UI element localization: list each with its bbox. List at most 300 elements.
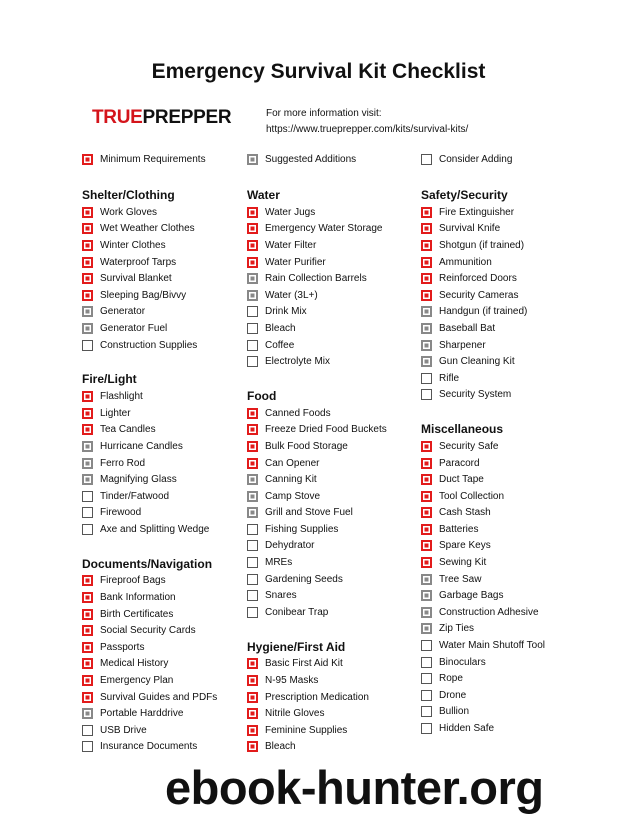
checklist-item-label: Reinforced Doors (439, 273, 517, 285)
checklist-item-label: Tool Collection (439, 490, 505, 502)
checklist-item[interactable] (247, 521, 437, 538)
checkbox-minimum[interactable] (82, 290, 93, 301)
checkbox-minimum[interactable] (82, 675, 93, 686)
checklist-item-label: Shotgun (if trained) (439, 239, 525, 251)
checklist-item-label: Spare Keys (439, 540, 491, 552)
checklist-item[interactable] (82, 221, 272, 238)
checklist-item[interactable] (247, 538, 437, 555)
legend-suggested (247, 154, 356, 165)
checklist-item-label: Nitrile Gloves (265, 708, 325, 720)
checkbox-consider[interactable] (247, 306, 258, 317)
checkbox-minimum[interactable] (82, 257, 93, 268)
checklist-item[interactable] (247, 471, 437, 488)
section-gap (247, 621, 437, 639)
legend-minimum-label: Minimum Requirements (100, 154, 206, 165)
checkbox-minimum[interactable] (82, 223, 93, 234)
checklist-item[interactable] (247, 455, 437, 472)
checklist-item[interactable] (421, 505, 611, 522)
checklist-item[interactable] (421, 720, 611, 737)
checklist-item-label: Basic First Aid Kit (265, 658, 343, 670)
checklist-item[interactable] (247, 689, 437, 706)
checkbox-minimum[interactable] (421, 441, 432, 452)
trueprepper-logo[interactable] (92, 107, 231, 129)
checkbox-minimum[interactable] (247, 692, 258, 703)
checklist-item-label: Medical History (100, 658, 169, 670)
checklist-item-label: Prescription Medication (265, 691, 369, 703)
checkbox-suggested[interactable] (421, 340, 432, 351)
checklist-item[interactable] (247, 554, 437, 571)
checkbox-minimum[interactable] (82, 642, 93, 653)
checklist-item[interactable] (82, 505, 272, 522)
checklist-item[interactable] (82, 337, 272, 354)
checkbox-consider[interactable] (247, 540, 258, 551)
checklist-item-label: Binoculars (439, 656, 486, 668)
checkbox-suggested[interactable] (421, 356, 432, 367)
section-title: Shelter/Clothing (82, 188, 175, 202)
checkbox-minimum[interactable] (421, 524, 432, 535)
checklist-item[interactable] (247, 571, 437, 588)
checklist-item[interactable] (421, 221, 611, 238)
checkbox-minimum[interactable] (82, 692, 93, 703)
checklist-item[interactable] (421, 604, 611, 621)
checklist-item[interactable] (421, 387, 611, 404)
checklist-item-label: Security Safe (439, 440, 499, 452)
checklist-item-label: Gardening Seeds (265, 573, 343, 585)
section-safety-security (421, 187, 611, 403)
checklist-item-label: Tea Candles (100, 424, 156, 436)
checkbox-minimum[interactable] (82, 609, 93, 620)
legend-minimum (82, 154, 206, 165)
checklist-item-label: Baseball Bat (439, 322, 496, 334)
checkbox-consider[interactable] (247, 323, 258, 334)
checklist-item-label: Water (3L+) (265, 289, 318, 301)
section-gap (82, 353, 272, 371)
checklist-item-label: Passports (100, 641, 145, 653)
checkbox-consider[interactable] (421, 657, 432, 668)
checkbox-suggested[interactable] (82, 708, 93, 719)
checklist-item[interactable] (82, 471, 272, 488)
checklist-item[interactable] (421, 353, 611, 370)
checklist-item[interactable] (421, 587, 611, 604)
checklist-column-2 (247, 187, 437, 755)
checklist-item[interactable] (247, 739, 437, 756)
checklist-item-label: Hurricane Candles (100, 440, 183, 452)
checklist-item-label: Insurance Documents (100, 741, 198, 753)
checklist-item-label: Ammunition (439, 256, 492, 268)
checklist-item-label: Flashlight (100, 391, 143, 403)
checklist-item-label: Can Opener (265, 457, 320, 469)
checklist-item[interactable] (421, 455, 611, 472)
checklist-item[interactable] (82, 722, 272, 739)
checklist-item-label: Zip Ties (439, 623, 475, 635)
checkbox-minimum[interactable] (82, 273, 93, 284)
checklist-item-label: Water Purifier (265, 256, 326, 268)
checklist-item[interactable] (421, 687, 611, 704)
checklist-item[interactable] (82, 705, 272, 722)
checkbox-suggested[interactable] (82, 306, 93, 317)
checklist-item[interactable] (82, 254, 272, 271)
section-title: Safety/Security (421, 188, 508, 202)
checklist-item-label: Generator Fuel (100, 322, 168, 334)
checkbox-consider[interactable] (82, 507, 93, 518)
checkbox-suggested[interactable] (247, 507, 258, 518)
checklist-item[interactable] (82, 270, 272, 287)
checklist-item-label: Batteries (439, 523, 479, 535)
checkbox-consider[interactable] (247, 356, 258, 367)
checklist-item[interactable] (247, 422, 437, 439)
checkbox-minimum[interactable] (82, 391, 93, 402)
checklist-item-label: Bulk Food Storage (265, 440, 348, 452)
section-shelter-clothing (82, 187, 272, 353)
checklist-item[interactable] (82, 388, 272, 405)
checkbox-consider[interactable] (421, 690, 432, 701)
checklist-item-label: Construction Adhesive (439, 606, 539, 618)
checklist-item-label: Axe and Splitting Wedge (100, 523, 210, 535)
checklist-item-label: Grill and Stove Fuel (265, 507, 353, 519)
checkbox-consider[interactable] (82, 491, 93, 502)
checklist-item-label: Magnifying Glass (100, 474, 177, 486)
checkbox-suggested[interactable] (421, 590, 432, 601)
checkbox-minimum[interactable] (82, 408, 93, 419)
section-gap (421, 403, 611, 421)
checklist-item[interactable] (247, 304, 437, 321)
checklist-item[interactable] (82, 320, 272, 337)
checklist-column-1 (82, 187, 272, 755)
checklist-item-label: Survival Knife (439, 223, 501, 235)
checklist-item-label: Social Security Cards (100, 625, 196, 637)
checklist-item[interactable] (421, 554, 611, 571)
checklist-item[interactable] (247, 254, 437, 271)
checkbox-minimum[interactable] (247, 658, 258, 669)
checkbox-consider[interactable] (82, 725, 93, 736)
checkbox-consider[interactable] (247, 557, 258, 568)
checklist-item[interactable] (421, 270, 611, 287)
checklist-item[interactable] (82, 689, 272, 706)
checklist-item[interactable] (421, 254, 611, 271)
checklist-item-label: Firewood (100, 507, 142, 519)
checklist-item[interactable] (421, 521, 611, 538)
checkbox-minimum[interactable] (247, 741, 258, 752)
checklist-item-label: Conibear Trap (265, 606, 329, 618)
checkbox-suggested[interactable] (421, 306, 432, 317)
checklist-item[interactable] (247, 320, 437, 337)
checkbox-minimum[interactable] (421, 458, 432, 469)
section-water (247, 187, 437, 370)
checkbox-suggested[interactable] (247, 290, 258, 301)
checkbox-minimum[interactable] (82, 658, 93, 669)
checklist-item-label: Bank Information (100, 592, 176, 604)
checkbox-consider[interactable] (82, 340, 93, 351)
checklist-item-label: Paracord (439, 457, 480, 469)
checkbox-consider[interactable] (421, 373, 432, 384)
checklist-item[interactable] (247, 353, 437, 370)
section-title: Documents/Navigation (82, 556, 213, 571)
checklist-item-label: Sharpener (439, 339, 486, 351)
checkbox-minimum[interactable] (421, 557, 432, 568)
checklist-item[interactable] (421, 621, 611, 638)
checklist-item-label: Snares (265, 590, 297, 602)
checkbox-minimum[interactable] (421, 290, 432, 301)
checkbox-minimum[interactable] (421, 540, 432, 551)
checkbox-consider[interactable] (82, 524, 93, 535)
checklist-item[interactable] (82, 739, 272, 756)
checklist-item[interactable] (247, 204, 437, 221)
section-documents-navigation (82, 556, 272, 756)
checklist-item[interactable] (421, 337, 611, 354)
checklist-item-label: Rain Collection Barrels (265, 273, 367, 285)
checklist-item-label: Wet Weather Clothes (100, 223, 195, 235)
checkbox-consider[interactable] (421, 723, 432, 734)
checklist-item-label: Canned Foods (265, 407, 331, 419)
checklist-item[interactable] (247, 270, 437, 287)
checklist-item-label: Feminine Supplies (265, 724, 348, 736)
legend-suggested-label: Suggested Additions (265, 154, 357, 165)
legend-consider (421, 154, 512, 165)
checklist-item[interactable] (421, 538, 611, 555)
watermark-text: ebook-hunter.org (165, 761, 544, 814)
checklist-item[interactable] (421, 488, 611, 505)
section-title: Fire/Light (82, 372, 137, 387)
checklist-item[interactable] (421, 287, 611, 304)
checkbox-consider[interactable] (247, 607, 258, 618)
checkbox-consider[interactable] (421, 640, 432, 651)
checklist-item[interactable] (82, 589, 272, 606)
checklist-item-label: Handgun (if trained) (439, 306, 528, 318)
checklist-item-label: Dehydrator (265, 540, 315, 552)
checkbox-minimum[interactable] (247, 257, 258, 268)
checklist-item[interactable] (82, 455, 272, 472)
legend-consider-label: Consider Adding (439, 154, 513, 165)
checkbox-minimum[interactable] (247, 675, 258, 686)
checkbox-consider[interactable] (82, 741, 93, 752)
section-title: Miscellaneous (421, 422, 504, 437)
checklist-column-3 (421, 187, 611, 737)
checkbox-suggested[interactable] (247, 273, 258, 284)
checklist-item-label: Rifle (439, 372, 460, 384)
checkbox-minimum[interactable] (421, 273, 432, 284)
checklist-item[interactable] (247, 237, 437, 254)
checkbox-minimum[interactable] (82, 625, 93, 636)
checklist-item-label: Freeze Dried Food Buckets (265, 424, 387, 436)
info-text: For more information visit: (266, 108, 382, 119)
checklist-item-label: Bleach (265, 322, 296, 334)
checklist-item[interactable] (247, 488, 437, 505)
checklist-item[interactable] (82, 488, 272, 505)
legend-consider-box (421, 154, 432, 165)
checklist-item[interactable] (421, 704, 611, 721)
checklist-item[interactable] (82, 422, 272, 439)
checklist-item-label: Emergency Water Storage (265, 223, 383, 235)
checklist-item-label: Tinder/Fatwood (100, 490, 170, 502)
checkbox-minimum[interactable] (421, 491, 432, 502)
checklist-item-label: Canning Kit (265, 474, 317, 486)
checkbox-minimum[interactable] (421, 207, 432, 218)
checkbox-suggested[interactable] (247, 474, 258, 485)
checkbox-minimum[interactable] (421, 474, 432, 485)
checklist-item[interactable] (247, 505, 437, 522)
checklist-item-label: Security System (439, 389, 512, 401)
checklist-item-label: Survival Blanket (100, 273, 172, 285)
checkbox-minimum[interactable] (247, 408, 258, 419)
checklist-item[interactable] (247, 221, 437, 238)
checkbox-consider[interactable] (421, 673, 432, 684)
checklist-item-label: Tree Saw (439, 573, 482, 585)
checklist-item[interactable] (82, 573, 272, 590)
checkbox-suggested[interactable] (247, 491, 258, 502)
checklist-item[interactable] (82, 304, 272, 321)
checklist-item-label: Duct Tape (439, 474, 484, 486)
checkbox-minimum[interactable] (82, 575, 93, 586)
checklist-item[interactable] (82, 656, 272, 673)
checklist-item-label: Waterproof Tarps (100, 256, 177, 268)
checklist-item-label: Electrolyte Mix (265, 356, 331, 368)
checklist-item-label: Work Gloves (100, 206, 158, 218)
checklist-item-label: Emergency Plan (100, 675, 174, 687)
checkbox-minimum[interactable] (247, 458, 258, 469)
checklist-item[interactable] (247, 337, 437, 354)
section-title: Water (247, 188, 280, 202)
checkbox-minimum[interactable] (421, 507, 432, 518)
legend-minimum-box (82, 154, 93, 165)
checklist-item[interactable] (421, 237, 611, 254)
checklist-item[interactable] (82, 204, 272, 221)
checklist-item[interactable] (421, 654, 611, 671)
logo-part-prepper: PREPPER (142, 107, 232, 128)
checklist-item-label: MREs (265, 557, 293, 569)
checkbox-suggested[interactable] (82, 458, 93, 469)
checklist-item[interactable] (421, 370, 611, 387)
checklist-item-label: Bullion (439, 706, 470, 718)
checklist-item[interactable] (82, 672, 272, 689)
checklist-item[interactable] (82, 287, 272, 304)
checkbox-minimum[interactable] (82, 424, 93, 435)
checkbox-suggested[interactable] (421, 623, 432, 634)
logo-part-true: TRUE (92, 107, 143, 128)
checkbox-minimum[interactable] (82, 592, 93, 603)
checkbox-suggested[interactable] (82, 323, 93, 334)
checkbox-consider[interactable] (247, 524, 258, 535)
checklist-item-label: Fireproof Bags (100, 575, 166, 587)
checklist-item[interactable] (247, 656, 437, 673)
checklist-item-label: Sewing Kit (439, 557, 487, 569)
checklist-item-label: Drone (439, 689, 467, 701)
checklist-item-label: Survival Guides and PDFs (100, 691, 218, 703)
checklist-item[interactable] (82, 438, 272, 455)
checklist-item[interactable] (247, 705, 437, 722)
legend-suggested-box (247, 154, 258, 165)
checklist-item[interactable] (82, 237, 272, 254)
checklist-item[interactable] (421, 204, 611, 221)
checklist-item-label: Coffee (265, 339, 295, 351)
checkbox-minimum[interactable] (421, 223, 432, 234)
checklist-item[interactable] (247, 604, 437, 621)
checklist-item[interactable] (421, 571, 611, 588)
checkbox-minimum[interactable] (421, 240, 432, 251)
checkbox-consider[interactable] (421, 706, 432, 717)
checklist-item[interactable] (247, 405, 437, 422)
checklist-item[interactable] (421, 637, 611, 654)
checkbox-suggested[interactable] (421, 323, 432, 334)
checkbox-minimum[interactable] (82, 240, 93, 251)
checkbox-minimum[interactable] (247, 240, 258, 251)
checklist-item-label: Garbage Bags (439, 590, 504, 602)
checklist-item-label: Water Jugs (265, 206, 316, 218)
checklist-item[interactable] (247, 587, 437, 604)
checklist-item-label: Water Main Shutoff Tool (439, 640, 545, 652)
checklist-item-label: Drink Mix (265, 306, 307, 318)
checkbox-minimum[interactable] (247, 725, 258, 736)
checklist-item[interactable] (82, 639, 272, 656)
page-title: Emergency Survival Kit Checklist (151, 60, 486, 83)
checkbox-suggested[interactable] (82, 474, 93, 485)
checkbox-minimum[interactable] (247, 207, 258, 218)
checklist-item-label: Camp Stove (265, 490, 321, 502)
checklist-item[interactable] (247, 672, 437, 689)
section-gap (82, 538, 272, 556)
section-title: Hygiene/First Aid (247, 639, 346, 654)
checklist-item[interactable] (82, 521, 272, 538)
section-gap (247, 370, 437, 388)
checklist-item[interactable] (421, 670, 611, 687)
checklist-item[interactable] (82, 622, 272, 639)
checkbox-minimum[interactable] (421, 257, 432, 268)
checkbox-consider[interactable] (421, 389, 432, 400)
checklist-item-label: USB Drive (100, 724, 147, 736)
checklist-item-label: Cash Stash (439, 507, 491, 519)
checkbox-suggested[interactable] (421, 574, 432, 585)
checklist-item-label: Security Cameras (439, 289, 519, 301)
checklist-item[interactable] (421, 304, 611, 321)
checklist-item[interactable] (82, 606, 272, 623)
checkbox-minimum[interactable] (82, 207, 93, 218)
checklist-item-label: Generator (100, 306, 146, 318)
checklist-item-label: Ferro Rod (100, 457, 146, 469)
checkbox-suggested[interactable] (82, 441, 93, 452)
section-hygiene-first-aid (247, 639, 437, 756)
checklist-item-label: Gun Cleaning Kit (439, 356, 515, 368)
checkbox-suggested[interactable] (421, 607, 432, 618)
section-food (247, 388, 437, 621)
checklist-item[interactable] (82, 405, 272, 422)
section-miscellaneous (421, 421, 611, 737)
info-link[interactable]: https://www.trueprepper.com/kits/survival-kits/ (266, 124, 469, 135)
checklist-item-label: Portable Harddrive (100, 708, 184, 720)
checkbox-consider[interactable] (247, 340, 258, 351)
checklist-item[interactable] (421, 471, 611, 488)
checklist-item-label: Fishing Supplies (265, 523, 339, 535)
section-title: Food (247, 388, 277, 403)
checkbox-consider[interactable] (247, 590, 258, 601)
checkbox-minimum[interactable] (247, 223, 258, 234)
checklist-item[interactable] (247, 722, 437, 739)
checklist-item[interactable] (247, 438, 437, 455)
checklist-item[interactable] (421, 438, 611, 455)
checklist-item[interactable] (247, 287, 437, 304)
checkbox-minimum[interactable] (247, 708, 258, 719)
checkbox-minimum[interactable] (247, 424, 258, 435)
checklist-item-label: Fire Extinguisher (439, 206, 515, 218)
checkbox-consider[interactable] (247, 574, 258, 585)
checklist-item-label: Rope (439, 673, 463, 685)
checklist-item-label: N-95 Masks (265, 675, 319, 687)
checklist-item-label: Bleach (265, 741, 296, 753)
checklist-item-label: Construction Supplies (100, 339, 198, 351)
checklist-item[interactable] (421, 320, 611, 337)
checklist-item-label: Winter Clothes (100, 239, 166, 251)
checklist-item-label: Hidden Safe (439, 723, 495, 735)
checkbox-minimum[interactable] (247, 441, 258, 452)
checklist-item-label: Lighter (100, 407, 131, 419)
